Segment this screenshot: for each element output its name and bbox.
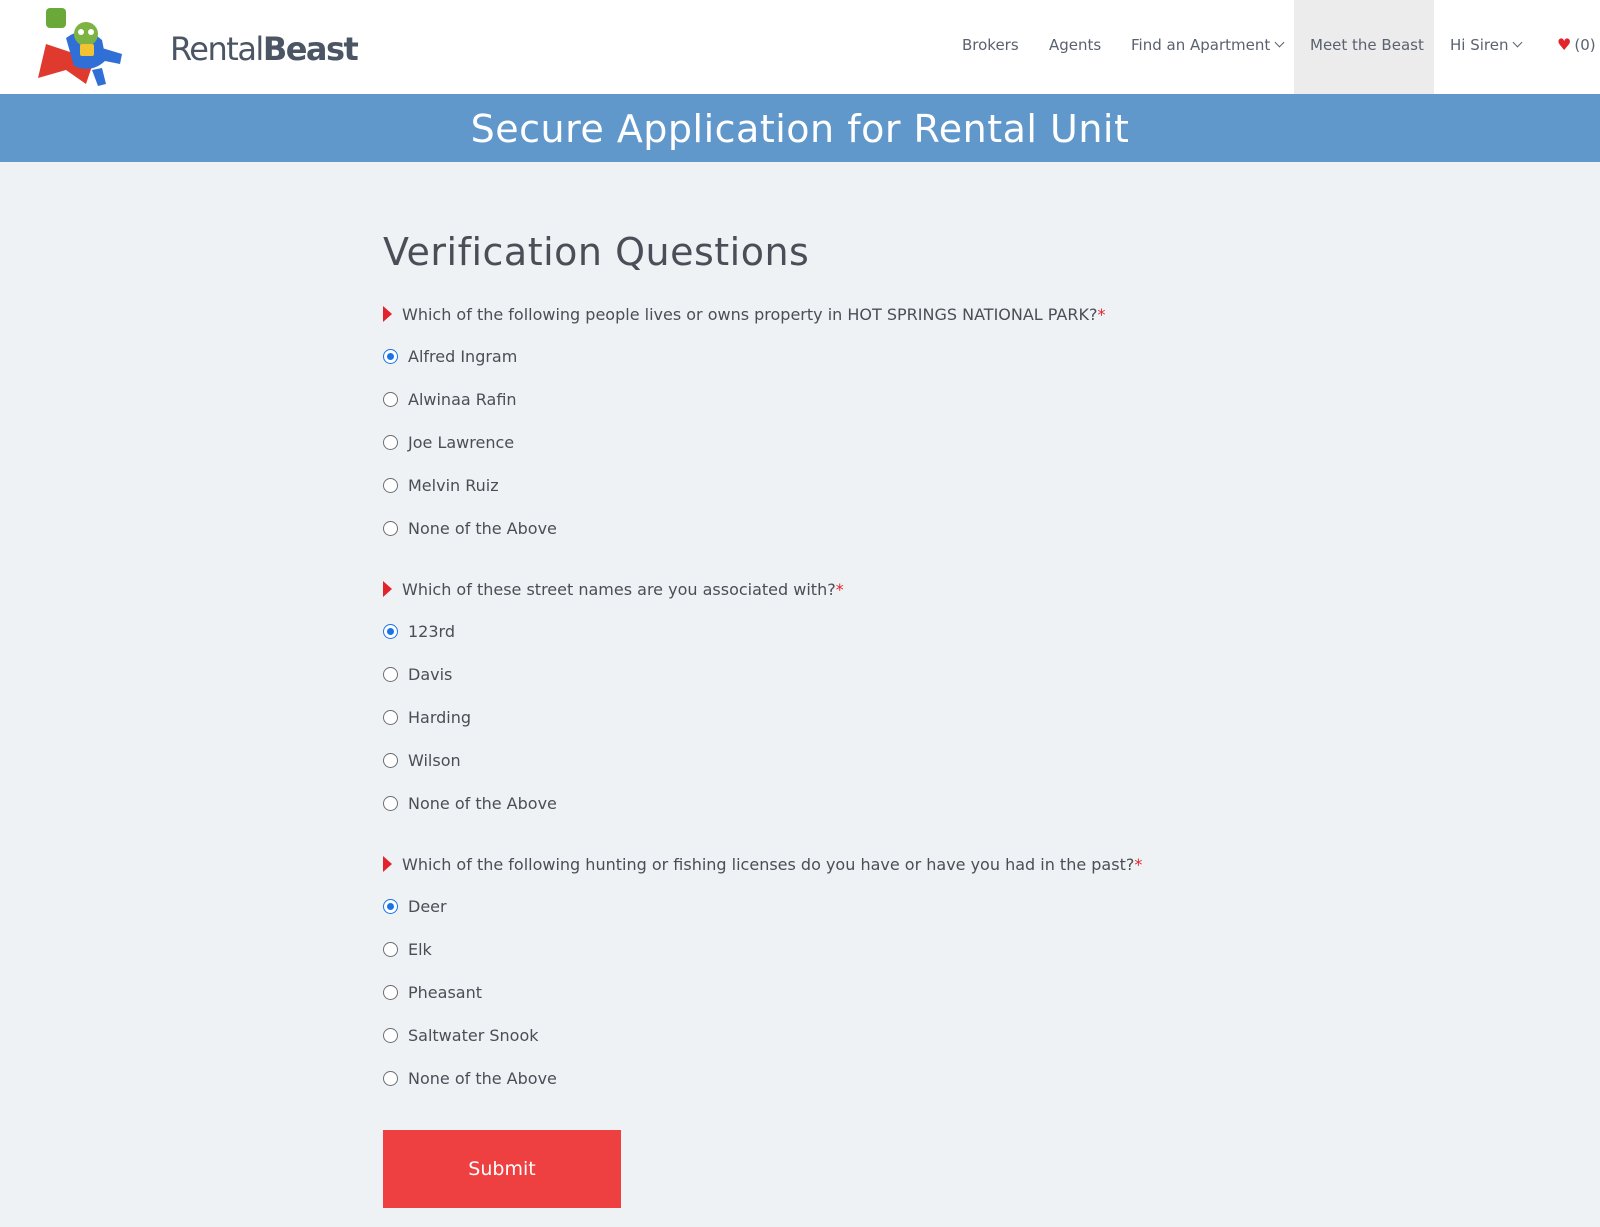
radio-button[interactable]	[383, 667, 398, 682]
radio-button[interactable]	[383, 753, 398, 768]
q1-option-2[interactable]: Alwinaa Rafin	[383, 390, 517, 409]
q2-option-3[interactable]: Harding	[383, 708, 471, 727]
q1-option-4[interactable]: Melvin Ruiz	[383, 476, 499, 495]
top-navbar	[0, 0, 1600, 94]
chevron-down-icon	[1513, 38, 1523, 48]
nav-favorites[interactable]: ♥ (0)	[1557, 35, 1596, 54]
question-2	[383, 579, 844, 599]
q3-option-1[interactable]: Deer	[383, 897, 447, 916]
q3-option-4[interactable]: Saltwater Snook	[383, 1026, 539, 1045]
rental-beast-logo[interactable]	[36, 4, 358, 88]
q3-option-3[interactable]: Pheasant	[383, 983, 482, 1002]
radio-button[interactable]	[383, 435, 398, 450]
question-1	[383, 304, 1105, 324]
nav-find-apartment[interactable]: Find an Apartment	[1131, 0, 1283, 94]
required-mark: *	[1097, 305, 1106, 324]
radio-button[interactable]	[383, 942, 398, 957]
question-2-text: Which of these street names are you associated with?	[402, 580, 836, 599]
beast-mascot-icon	[36, 4, 136, 88]
question-3	[383, 854, 1142, 874]
radio-button[interactable]	[383, 899, 398, 914]
question-3-text: Which of the following hunting or fishing licenses do you have or have you had in the past?	[402, 855, 1135, 874]
radio-button[interactable]	[383, 1071, 398, 1086]
caret-right-icon	[383, 581, 392, 597]
radio-button[interactable]	[383, 392, 398, 407]
nav-user-menu[interactable]: Hi Siren	[1450, 0, 1521, 94]
q3-option-5[interactable]: None of the Above	[383, 1069, 557, 1088]
page-banner	[0, 94, 1600, 162]
page-title: Verification Questions	[383, 230, 810, 274]
nav-meet-the-beast[interactable]: Meet the Beast	[1294, 0, 1434, 94]
radio-button[interactable]	[383, 624, 398, 639]
radio-button[interactable]	[383, 796, 398, 811]
chevron-down-icon	[1275, 38, 1285, 48]
q2-option-2[interactable]: Davis	[383, 665, 452, 684]
radio-button[interactable]	[383, 1028, 398, 1043]
required-mark: *	[835, 580, 844, 599]
question-1-text: Which of the following people lives or owns property in HOT SPRINGS NATIONAL PARK?	[402, 305, 1098, 324]
banner-title: Secure Application for Rental Unit	[470, 107, 1130, 151]
q2-option-5[interactable]: None of the Above	[383, 794, 557, 813]
required-mark: *	[1134, 855, 1143, 874]
nav-agents[interactable]: Agents	[1049, 36, 1102, 54]
submit-button[interactable]: Submit	[383, 1130, 621, 1208]
heart-icon: ♥	[1557, 35, 1572, 54]
radio-button[interactable]	[383, 349, 398, 364]
q1-option-5[interactable]: None of the Above	[383, 519, 557, 538]
brand-wordmark: RentalBeast	[170, 30, 358, 68]
nav-brokers[interactable]: Brokers	[962, 36, 1019, 54]
q3-option-2[interactable]: Elk	[383, 940, 432, 959]
radio-button[interactable]	[383, 521, 398, 536]
radio-button[interactable]	[383, 985, 398, 1000]
caret-right-icon	[383, 856, 392, 872]
q2-option-4[interactable]: Wilson	[383, 751, 461, 770]
caret-right-icon	[383, 306, 392, 322]
q1-option-1[interactable]: Alfred Ingram	[383, 347, 517, 366]
radio-button[interactable]	[383, 710, 398, 725]
q1-option-3[interactable]: Joe Lawrence	[383, 433, 514, 452]
q2-option-1[interactable]: 123rd	[383, 622, 455, 641]
radio-button[interactable]	[383, 478, 398, 493]
